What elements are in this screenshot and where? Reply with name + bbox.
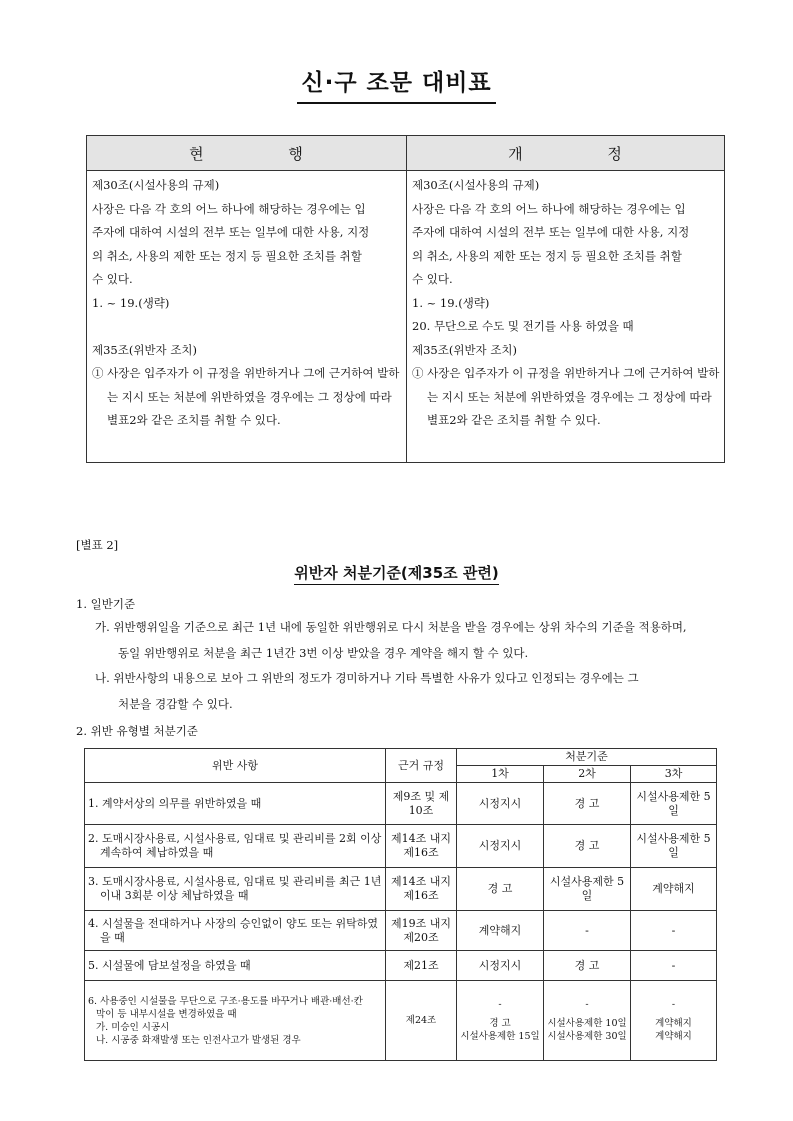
row-first-na: 시설사용제한 15일 [460,1031,540,1042]
row-basis: 제14조 내지 제16조 [386,825,457,868]
row-second-ga: 시설사용제한 10일 [547,1018,627,1029]
general-na: 나. 위반사항의 내용으로 보아 그 위반의 정도가 경미하거나 기타 특별한 사유가 있다고 인정되는 경우에는 그 [95,671,639,685]
row-third: - [631,951,717,981]
row-third: - [631,911,717,951]
row-item: 5. 시설물에 담보설정을 하였을 때 [88,958,251,972]
row-basis: 제24조 [386,981,457,1061]
row-first: 시정지시 [457,951,544,981]
col-header-first: 1차 [457,766,544,783]
revised-header: 개 정 [407,136,725,171]
row-third: 계약해지 [631,868,717,911]
table-row [85,868,717,911]
art30-line: 수 있다. [412,272,453,286]
row-third: 시설사용제한 5일 [631,783,717,825]
col-header-item: 위반 사항 [85,749,386,783]
art30-line: 의 취소, 사용의 제한 또는 정지 등 필요한 조치를 취할 [412,248,682,263]
art30-line: 의 취소, 사용의 제한 또는 정지 등 필요한 조치를 취할 [92,248,362,263]
row-item: 4. 시설물을 전대하거나 사장의 승인없이 양도 또는 위탁하였을 때 [88,916,378,944]
row-third-na: 계약해지 [655,1031,692,1042]
table-row [85,981,717,1061]
row-second: 경 고 [544,951,631,981]
row-first: 시정지시 [457,825,544,868]
row-second-na: 시설사용제한 30일 [547,1031,627,1042]
row-first: 경 고 [457,868,544,911]
type-heading: 2. 위반 유형별 처분기준 [76,724,198,738]
general-ga-cont: 동일 위반행위로 처분을 최근 1년간 3번 이상 받았을 경우 계약을 해지 할 수 있다. [118,646,529,660]
current-column [87,171,407,463]
row-first-ga: 경 고 [489,1018,511,1029]
art35-title: 제35조(위반자 조치) [92,342,198,357]
row-item-line: 막이 등 내부시설을 변경하였을 때 [96,1008,237,1020]
row-second: - [544,911,631,951]
page-title: 신·구 조문 대비표 [0,64,793,97]
comparison-table [86,135,725,463]
row-first: 시정지시 [457,783,544,825]
row-item-na: 나. 시공중 화재발생 또는 인전사고가 발생된 경우 [96,1034,301,1046]
table-row [85,783,717,825]
art30-line: 주자에 대하여 시설의 전부 또는 일부에 대한 사용, 지정 [412,225,690,239]
general-heading: 1. 일반기준 [76,597,136,611]
item-1-19: 1. ~ 19.(생략) [412,295,490,310]
row-second: 시설사용제한 5일 [544,868,631,911]
row-item-ga: 가. 미승인 시공시 [96,1021,170,1033]
row-second: 경 고 [544,825,631,868]
row-third: 시설사용제한 5일 [631,825,717,868]
row-basis: 제21조 [386,951,457,981]
table-row [85,825,717,868]
row-item: 1. 계약서상의 의무를 위반하였을 때 [88,796,262,810]
art35-text: ① 사장은 입주자가 이 규정을 위반하거나 그에 근거하여 발하는 지시 또는 처분에 위반하였을 경우에는 그 정상에 따라 별표2와 같은 조치를 취할 수 있다. [92,366,400,427]
col-header-basis: 근거 규정 [386,749,457,783]
art30-title: 제30조(시설사용의 규제) [92,178,220,192]
col-header-third: 3차 [631,766,717,783]
annex-title: 위반자 처분기준(제35조 관련) [0,562,793,583]
penalty-table [84,748,717,1061]
art30-line: 주자에 대하여 시설의 전부 또는 일부에 대한 사용, 지정 [92,225,370,239]
row-item: 3. 도매시장사용료, 시설사용료, 임대료 및 관리비를 최근 1년 이내 3회분 이상 체납하였을 때 [88,875,382,902]
art30-line: 사장은 다음 각 호의 어느 하나에 해당하는 경우에는 입 [92,201,366,216]
annex-label: [별표 2] [76,538,119,552]
general-ga: 가. 위반행위일을 기준으로 최근 1년 내에 동일한 위반행위로 다시 처분을 받을 경우에는 상위 차수의 기준을 적용하며, [95,620,687,634]
row-item-line: 6. 사용중인 시설물을 무단으로 구조·용도를 바꾸거나 배관·배선·칸 [88,995,363,1007]
general-na-cont: 처분을 경감할 수 있다. [118,697,233,711]
table-row [85,951,717,981]
table-row [85,911,717,951]
row-third-main: - [671,999,676,1010]
row-second-main: - [585,999,589,1010]
row-basis: 제9조 및 제10조 [386,783,457,825]
row-third-ga: 계약해지 [655,1018,692,1029]
row-first: 계약해지 [457,911,544,951]
col-header-standard: 처분기준 [457,749,717,766]
col-header-second: 2차 [544,766,631,783]
item-20: 20. 무단으로 수도 및 전기를 사용 하였을 때 [412,319,634,333]
art30-title: 제30조(시설사용의 규제) [412,178,540,192]
art30-line: 수 있다. [92,272,133,286]
row-basis: 제19조 내지 제20조 [386,911,457,951]
revised-column [407,171,725,463]
art35-text: ① 사장은 입주자가 이 규정을 위반하거나 그에 근거하여 발하는 지시 또는 처분에 위반하였을 경우에는 그 정상에 따라 별표2와 같은 조치를 취할 수 있다. [412,366,720,427]
row-item: 2. 도매시장사용료, 시설사용료, 임대료 및 관리비를 2회 이상 계속하여 체납하였을 때 [88,832,382,859]
current-header: 현 행 [87,136,407,171]
row-second: 경 고 [544,783,631,825]
row-first-main: - [498,999,502,1010]
row-basis: 제14조 내지 제16조 [386,868,457,911]
art30-line: 사장은 다음 각 호의 어느 하나에 해당하는 경우에는 입 [412,201,686,216]
art35-title: 제35조(위반자 조치) [412,342,518,357]
item-1-19: 1. ~ 19.(생략) [92,295,170,310]
